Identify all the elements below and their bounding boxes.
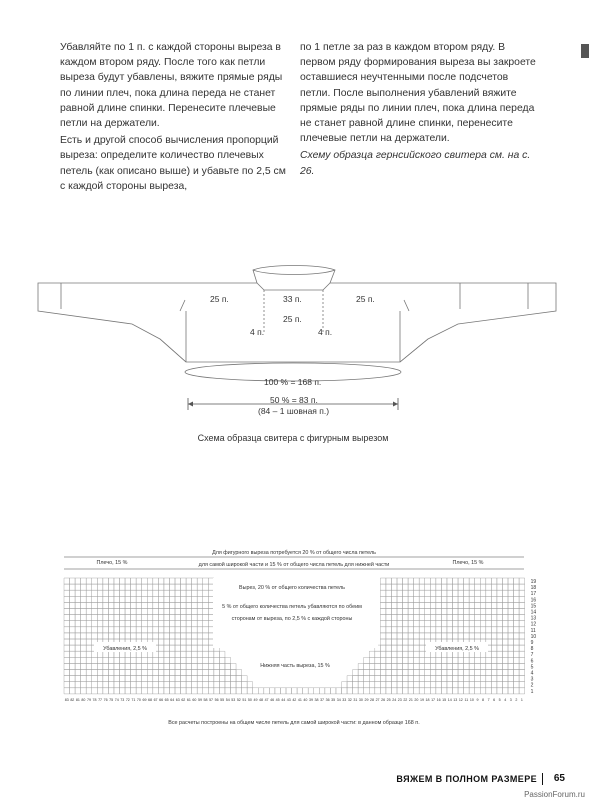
column-number: 22	[403, 697, 408, 702]
column-number: 9	[476, 697, 479, 702]
label-half-note: (84 – 1 шовная п.)	[258, 406, 330, 416]
page-number: 65	[553, 773, 565, 784]
column-number: 46	[270, 697, 275, 702]
row-number: 12	[530, 621, 537, 628]
column-number: 53	[231, 697, 236, 702]
row-number: 18	[530, 585, 537, 592]
dec-right-label: Убавления, 2,5 %	[435, 646, 479, 652]
column-number: 56	[214, 697, 219, 702]
column-number: 73	[120, 697, 125, 702]
column-number: 23	[397, 697, 402, 702]
column-number: 49	[253, 697, 258, 702]
label-center: 25 п.	[283, 314, 302, 324]
column-number: 42	[292, 697, 297, 702]
cross-reference: Схему образца гернсийского свитера см. на с. 26.	[300, 150, 531, 177]
column-number: 1	[520, 697, 523, 702]
row-number: 5	[530, 664, 534, 671]
column-number: 65	[164, 697, 169, 702]
column-number: 25	[386, 697, 391, 702]
row-number: 3	[530, 676, 534, 683]
column-number: 58	[203, 697, 208, 702]
row-number: 15	[530, 603, 537, 610]
column-number: 63	[175, 697, 180, 702]
column-number: 43	[286, 697, 291, 702]
dec-left-label: Убавления, 2,5 %	[103, 646, 147, 652]
column-number: 30	[358, 697, 363, 702]
column-number: 4	[504, 697, 507, 702]
column-number: 11	[464, 697, 469, 702]
column-number: 14	[447, 697, 452, 702]
label-half: 50 % = 83 п.	[270, 395, 318, 405]
row-number: 11	[530, 627, 536, 634]
column-number: 44	[281, 697, 286, 702]
label-dec-right: 4 п.	[318, 327, 333, 337]
column-number: 61	[186, 697, 191, 702]
column-number: 16	[436, 697, 441, 702]
row-numbers	[531, 579, 537, 695]
row-number: 17	[530, 591, 537, 598]
column-number: 41	[297, 697, 302, 702]
column-number: 27	[375, 697, 380, 702]
column-number: 82	[70, 697, 75, 702]
label-dec-left: 4 п.	[250, 327, 265, 337]
column-number: 64	[170, 697, 175, 702]
column-number: 45	[275, 697, 280, 702]
column-number: 28	[370, 697, 375, 702]
row-number: 10	[530, 633, 537, 640]
column-number: 34	[336, 697, 341, 702]
label-right-shoulder: 25 п.	[356, 294, 375, 304]
column-number: 39	[308, 697, 313, 702]
column-number: 8	[482, 697, 485, 702]
grid-top-label-1: Для фигурного выреза потребуется 20 % от общего числа петель	[212, 550, 376, 556]
row-number: 2	[530, 682, 534, 689]
column-number: 13	[453, 697, 458, 702]
column-number: 83	[64, 697, 69, 702]
bottom-neck-label: Нижняя часть выреза, 15 %	[260, 663, 330, 669]
sweater-caption: Схема образца свитера с фигурным вырезом	[197, 433, 389, 443]
column-number: 15	[442, 697, 447, 702]
row-number: 13	[530, 615, 537, 622]
row-number: 7	[530, 652, 534, 659]
column-number: 71	[131, 697, 136, 702]
row-number: 9	[530, 640, 534, 646]
paragraph: Убавляйте по 1 п. с каждой стороны выреза в каждом втором ряду. После того как петли выреза будут убавлены, вяжите прямые ряды по линии плеч, пока длина переда не станет равной длине спинки. Перенесите плечевые петли на держатели.	[60, 42, 283, 130]
column-number: 50	[247, 697, 252, 702]
paragraph: Есть и другой способ вычисления пропорций выреза: определите количество плечевых петель (как описано выше) и убавьте по 2,5 см с каждой стороны выреза,	[60, 135, 286, 192]
row-number: 8	[530, 646, 534, 653]
column-number: 54	[225, 697, 230, 702]
neck-label-1: Вырез, 20 % от общего количества петель	[239, 585, 345, 591]
column-number: 26	[381, 697, 386, 702]
label-left-shoulder: 25 п.	[210, 294, 229, 304]
row-number: 4	[530, 670, 534, 677]
row-number: 6	[530, 658, 534, 665]
row-number: 19	[530, 579, 537, 585]
column-number: 79	[86, 697, 91, 702]
column-number: 5	[498, 697, 501, 702]
column-number: 40	[303, 697, 308, 702]
column-number: 67	[153, 697, 158, 702]
column-numbers	[65, 698, 523, 702]
column-number: 18	[425, 697, 430, 702]
column-number: 51	[242, 697, 247, 702]
column-number: 31	[353, 697, 358, 702]
column-number: 33	[342, 697, 347, 702]
row-number: 16	[530, 597, 537, 604]
column-number: 68	[148, 697, 153, 702]
column-number: 55	[220, 697, 225, 702]
column-number: 52	[236, 697, 241, 702]
label-hem: 100 % = 168 п.	[264, 377, 322, 387]
watermark: PassionForum.ru	[524, 790, 585, 799]
grid-top-label-2: для самой широкой части и 15 % от общего числа петель для нижней части	[198, 562, 390, 568]
column-number: 80	[81, 697, 86, 702]
column-number: 66	[159, 697, 164, 702]
neck-label-3: сторонам от выреза, по 2,5 % с каждой стороны	[231, 616, 353, 622]
footer-title: ВЯЖЕМ В ПОЛНОМ РАЗМЕРЕ	[396, 774, 537, 784]
column-number: 29	[364, 697, 369, 702]
column-number: 81	[75, 697, 80, 702]
column-number: 62	[181, 697, 186, 702]
grid-footnote: Все расчеты построены на общем числе петель для самой широкой части: в данном образце 168 п.	[168, 720, 420, 726]
shoulder-left-label: Плечо, 15 %	[96, 560, 128, 566]
column-number: 37	[320, 697, 325, 702]
page-footer	[0, 768, 589, 800]
column-number: 76	[103, 697, 108, 702]
column-number: 72	[125, 697, 130, 702]
footer-separator	[542, 773, 543, 785]
neck-label-2: 5 % от общего количества петель убавляются по обеим	[222, 604, 362, 610]
shoulder-right-label: Плечо, 15 %	[452, 560, 484, 566]
column-number: 20	[414, 697, 419, 702]
column-number: 6	[493, 697, 496, 702]
column-number: 36	[325, 697, 330, 702]
column-number: 57	[209, 697, 214, 702]
label-neck: 33 п.	[283, 294, 302, 304]
column-number: 77	[98, 697, 103, 702]
column-number: 2	[515, 697, 518, 702]
column-number: 48	[259, 697, 264, 702]
column-number: 78	[92, 697, 97, 702]
column-number: 70	[136, 697, 141, 702]
row-number: 1	[530, 688, 534, 695]
column-number: 19	[419, 697, 424, 702]
column-number: 17	[431, 697, 436, 702]
column-number: 69	[142, 697, 147, 702]
column-number: 59	[197, 697, 202, 702]
column-number: 74	[114, 697, 119, 702]
column-number: 75	[109, 697, 114, 702]
column-number: 47	[264, 697, 269, 702]
column-number: 21	[408, 697, 413, 702]
column-number: 10	[469, 697, 474, 702]
column-number: 38	[314, 697, 319, 702]
column-number: 32	[347, 697, 352, 702]
column-number: 35	[331, 697, 336, 702]
column-number: 7	[487, 697, 490, 702]
column-number: 24	[392, 697, 397, 702]
column-number: 12	[458, 697, 463, 702]
paragraph: по 1 петле за раз в каждом втором ряду. В первом ряду формирования выреза вы закроете оставшиеся неучтенными после подсчетов петли. После выполнения убавлений вяжите прямые ряды по линии плеч, пока длина переда не станет равной длине спинки, перенесите плечевые петли на держатели.	[300, 42, 536, 145]
column-number: 3	[509, 697, 512, 702]
row-number: 14	[530, 609, 537, 616]
column-number: 60	[192, 697, 197, 702]
